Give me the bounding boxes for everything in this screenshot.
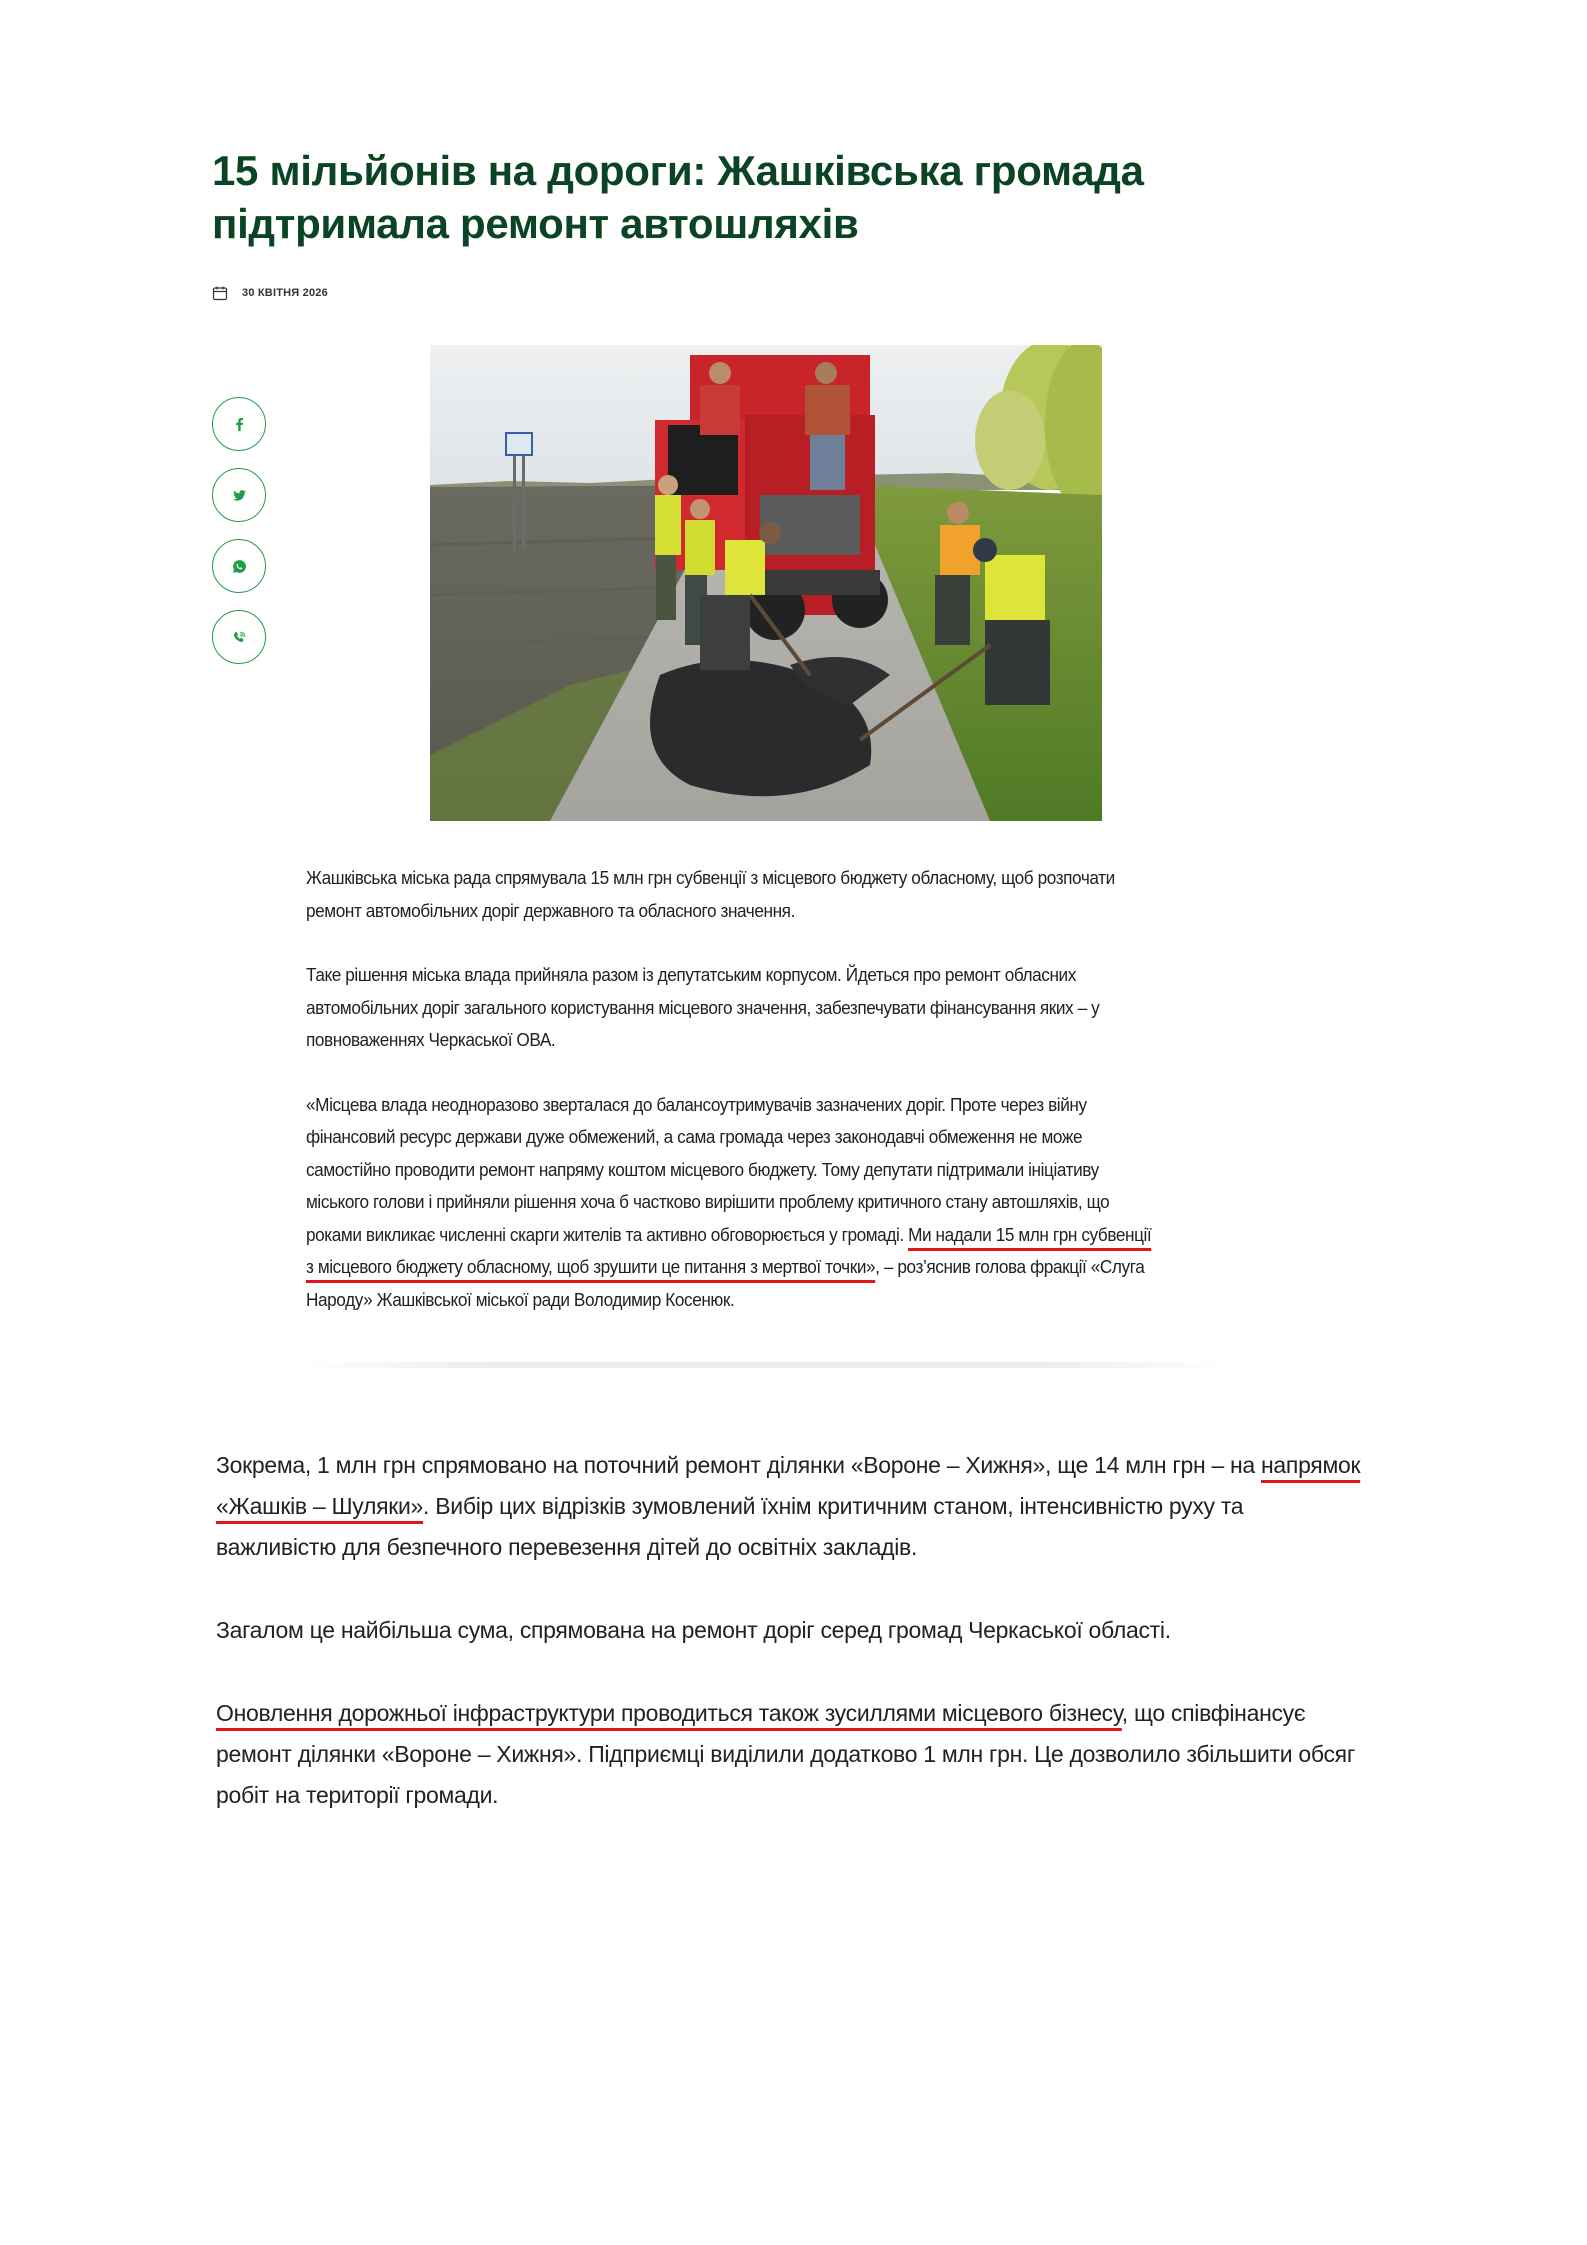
lead-paragraph-1: Жашківська міська рада спрямувала 15 млн грн субвенції з місцевого бюджету обласному, щоб розпочати ремонт автомобільних доріг державного та обласного значення. [306, 867, 1115, 921]
body-paragraph-1 [216, 1445, 1366, 1568]
share-whatsapp-button[interactable] [212, 539, 266, 593]
body-paragraph-3-highlight: Оновлення дорожньої інфраструктури проводиться також зусиллями місцевого бізнесу [216, 1700, 1122, 1726]
article-date-row [212, 283, 328, 303]
body-paragraph-2: Загалом це найбільша сума, спрямована на ремонт доріг серед громад Черкаської області. [216, 1617, 1171, 1643]
calendar-icon [212, 285, 228, 301]
share-twitter-button[interactable] [212, 468, 266, 522]
article-date: 30 КВІТНЯ 2026 [242, 287, 328, 299]
share-facebook-button[interactable] [212, 397, 266, 451]
share-viber-button[interactable] [212, 610, 266, 664]
body-paragraph-1-rest: . Вибір цих відрізків зумовлений їхнім критичним станом, інтенсивністю руху та важливістю для безпечного перевезення дітей до освітніх закладів. [216, 1493, 1244, 1560]
body-paragraph-3-rest: , що співфінансує ремонт ділянки «Вороне – Хижня». Підприємці виділили додатково 1 млн грн. Це дозволило збільшити обсяг робіт на території громади. [216, 1700, 1355, 1808]
lead-paragraph-2: Таке рішення міська влада прийняла разом із депутатським корпусом. Йдеться про ремонт обласних автомобільних доріг загального користування місцевого значення, забезпечувати фінансування яких – у повноваженнях Черкаської ОВА. [306, 964, 1100, 1050]
lead-quote-text: «Місцева влада неодноразово зверталася до балансоутримувачів зазначених доріг. Проте через війну фінансовий ресурс держави дуже обмежений, а сама громада через законодавчі обмеження не може самостійно проводити ремонт напряму коштом місцевого бюджету. Тому депутати підтримали ініціативу міського голови і прийняли рішення хоча б частково вирішити проблему критичного стану автошляхів, що роками викликає численні скарги жителів та активно обговорюється у громаді. [306, 1093, 1110, 1245]
road-repair-photo [430, 345, 1102, 821]
divider [300, 1362, 1230, 1368]
lead-text [306, 862, 1162, 1316]
twitter-icon [232, 488, 247, 503]
body-paragraph-3 [216, 1693, 1366, 1816]
article-title-line-1: 15 мільйонів на дороги: Жашківська громада [212, 147, 1144, 194]
article-title [212, 144, 1312, 250]
body-paragraph-1-text: Зокрема, 1 млн грн спрямовано на поточний ремонт ділянки «Вороне – Хижня», ще 14 млн грн – на [216, 1452, 1262, 1478]
lead-quote-highlight: Ми надали 15 млн грн субвенції з місцевого бюджету обласному, щоб зрушити це питання з мертвої точки» [306, 1223, 1152, 1277]
article-body [216, 1445, 1366, 1858]
whatsapp-icon [232, 559, 247, 574]
body-paragraph-1-highlight: напрямок «Жашків – Шуляки» [216, 1452, 1361, 1519]
share-buttons [212, 397, 268, 681]
lead-quote-attribution: , – роз’яснив голова фракції «Слуга Народу» Жашківської міської ради Володимир Косенюк. [306, 1256, 1145, 1310]
lead-paragraph-3 [306, 1089, 1162, 1317]
facebook-icon [232, 417, 247, 432]
article-title-line-2: підтримала ремонт автошляхів [212, 200, 859, 247]
viber-icon [232, 630, 247, 645]
